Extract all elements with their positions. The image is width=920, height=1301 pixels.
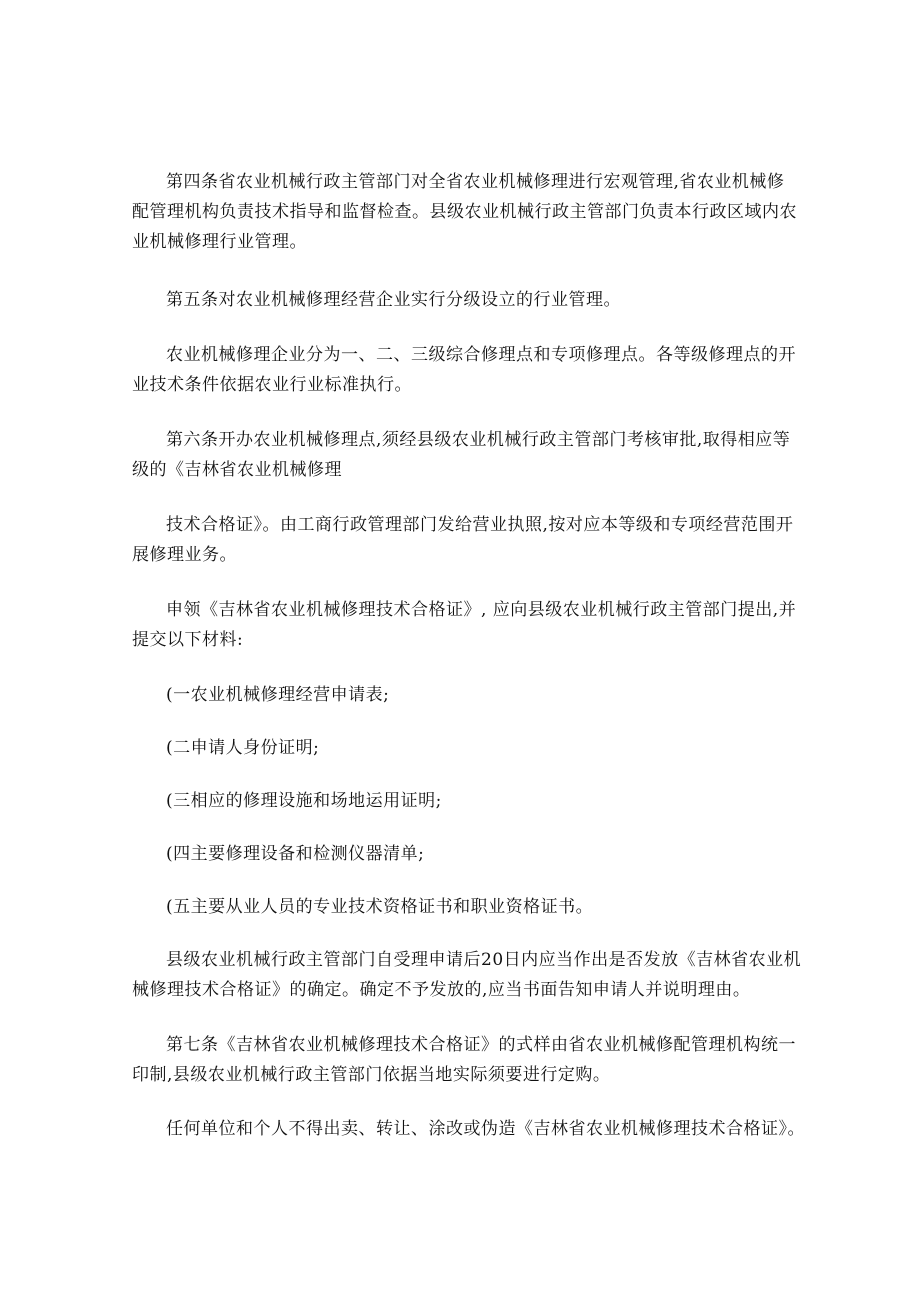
text-line: 申领《吉林省农业机械修理技术合格证》, 应向县级农业机械行政主管部门提出,并 [166,600,797,620]
paragraph-repair-grades [132,340,812,400]
text-line: 县级农业机械行政主管部门自受理申请后20日内应当作出是否发放《吉林省农业机 [166,950,802,970]
text-line: (一农业机械修理经营申请表; [166,685,390,705]
paragraph-article-5 [132,285,812,315]
paragraph-article-6 [132,425,812,485]
text-line: 第四条省农业机械行政主管部门对全省农业机械修理进行宏观管理,省农业机械修 [166,172,785,192]
paragraph-article-4 [132,167,812,257]
list-item-3 [132,786,812,816]
text-line: (三相应的修理设施和场地运用证明; [166,791,442,811]
paragraph-prohibition [132,1114,812,1144]
list-item-1 [132,680,812,710]
text-line: 任何单位和个人不得出卖、转让、涂改或伪造《吉林省农业机械修理技术合格证》。 [166,1119,805,1139]
text-line: 第五条对农业机械修理经营企业实行分级设立的行业管理。 [166,290,621,310]
paragraph-article-7 [132,1030,812,1090]
list-item-5 [132,892,812,922]
text-line: 展修理业务。 [132,545,237,565]
paragraph-approval-deadline [132,945,812,1005]
text-line: 农业机械修理企业分为一、二、三级综合修理点和专项修理点。各等级修理点的开 [166,345,796,365]
text-line: 第七条《吉林省农业机械修理技术合格证》的式样由省农业机械修配管理机构统一 [166,1035,796,1055]
paragraph-application [132,595,812,655]
text-line: (五主要从业人员的专业技术资格证书和职业资格证书。 [166,897,594,917]
text-line: 第六条开办农业机械修理点,须经县级农业机械行政主管部门考核审批,取得相应等 [166,430,791,450]
paragraph-article-6-continued [132,510,812,570]
text-line: 业机械修理行业管理。 [132,232,307,252]
text-line: 提交以下材料: [132,630,244,650]
text-line: (四主要修理设备和检测仪器清单; [166,844,425,864]
text-line: 配管理机构负责技术指导和监督检查。县级农业机械行政主管部门负责本行政区域内农 [132,202,797,222]
text-line: 业技术条件依据农业行业标准执行。 [132,375,412,395]
text-line: 械修理技术合格证》的确定。确定不予发放的,应当书面告知申请人并说明理由。 [132,980,751,1000]
text-line: 技术合格证》。由工商行政管理部门发给营业执照,按对应本等级和专项经营范围开 [166,515,794,535]
text-line: 印制,县级农业机械行政主管部门依据当地实际须要进行定购。 [132,1065,611,1085]
text-line: 级的《吉林省农业机械修理 [132,460,342,480]
text-line: (二申请人身份证明; [166,738,320,758]
list-item-2 [132,733,812,763]
list-item-4 [132,839,812,869]
